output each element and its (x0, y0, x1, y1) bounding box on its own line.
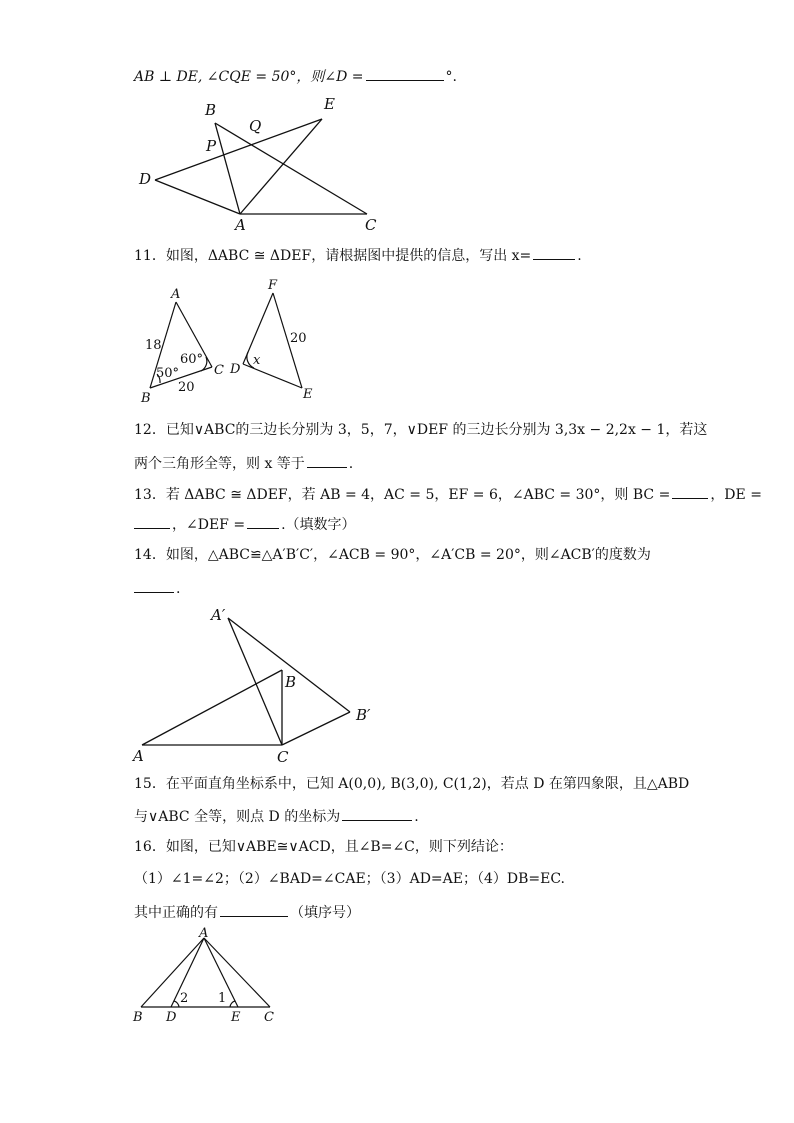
fig11-label-B: B (141, 391, 151, 406)
q16-text-line2: （1）∠1=∠2；（2）∠BAD=∠CAE；（3）AD=AE；（4）DB=EC. (134, 871, 566, 887)
q16-text-a: 其中正确的有 (134, 905, 218, 921)
fig11-label-E: E (303, 387, 313, 402)
q12-text-b: . (348, 456, 354, 472)
q15-text-line2 (134, 806, 419, 826)
q11-text-b: . (577, 248, 582, 264)
q10-text-b: °. (445, 69, 457, 85)
fig16-label-D: D (166, 1010, 177, 1025)
q11-answer-blank[interactable] (533, 245, 575, 260)
q14-answer-blank[interactable] (134, 578, 174, 593)
q13-de-blank[interactable] (134, 514, 170, 529)
fig10-line-BC (215, 123, 367, 214)
fig16-angle-1-arc (230, 1001, 235, 1007)
fig14-label-A-prime: A′ (211, 606, 226, 624)
fig14-line-A'C (228, 618, 282, 745)
q12-text-line1: 12．已知∨ABC的三边长分别为 3，5，7，∨DEF 的三边长分别为 3,3x − 2,2x − 1，若这 (134, 422, 708, 438)
fig16-label-B: B (133, 1010, 143, 1025)
q15-text-line1: 15．在平面直角坐标系中，已知 A(0,0), B(3,0), C(1,2)，若点 D 在第四象限，且△ABD (134, 776, 690, 792)
q16-text-line1: 16．如图，已知∨ABE≅∨ACD，且∠B=∠C，则下列结论： (134, 839, 513, 855)
fig11-label-F: F (268, 278, 278, 293)
q13-text-line2 (134, 514, 356, 534)
q12-answer-blank[interactable] (307, 453, 347, 468)
fig10-line-DE (155, 119, 322, 180)
fig10-label-B: B (205, 101, 217, 119)
fig11-line-DE (243, 364, 302, 388)
fig10-label-Q: Q (249, 117, 262, 135)
q15-text-b: . (414, 809, 419, 825)
q12-text-line2 (134, 453, 353, 473)
fig11-label-ab-length: 18 (145, 338, 162, 353)
fig16-label-A: A (199, 926, 209, 941)
fig11-label-angle-x: x (253, 353, 261, 368)
fig16-label-E: E (231, 1010, 241, 1025)
q12-text-a: 两个三角形全等，则 x 等于 (134, 456, 305, 472)
fig14-label-B: B (285, 673, 297, 691)
fig11-label-angle-c: 60° (180, 352, 204, 367)
fig10-label-P: P (206, 137, 217, 155)
fig16-label-angle-1: 1 (218, 991, 227, 1006)
q13-text-b: ，DE = (710, 487, 762, 503)
fig16-label-C: C (264, 1010, 274, 1025)
fig10-label-C: C (365, 216, 377, 234)
fig16-line-AB (141, 938, 204, 1007)
q13-text-a: 13．若 ΔABC ≅ ΔDEF，若 AB = 4，AC = 5，EF = 6，∠ABC = 30°，则 BC = (134, 487, 671, 503)
fig14-label-B-prime: B′ (356, 706, 371, 724)
q16-text-line3 (134, 902, 360, 922)
fig14-line-A'B' (228, 618, 350, 712)
fig11-label-A: A (171, 287, 181, 302)
figure-14 (142, 618, 350, 745)
q11-text-a: 11．如图，ΔABC ≅ ΔDEF，请根据图中提供的信息，写出 x= (134, 248, 532, 264)
fig14-label-C: C (277, 748, 289, 766)
q13-angle-blank[interactable] (247, 514, 279, 529)
q13-text-d: .（填数字） (281, 517, 356, 533)
fig11-label-df-length: 20 (290, 331, 307, 346)
fig10-label-A: A (235, 216, 246, 234)
q16-answer-blank[interactable] (220, 902, 288, 917)
q15-text-a: 与∨ABC 全等，则点 D 的坐标为 (134, 809, 341, 825)
fig16-line-AC (204, 938, 270, 1007)
figure-16 (141, 938, 270, 1007)
q14-text-end: . (176, 581, 181, 597)
fig14-line-CB' (282, 712, 350, 745)
q14-text-line1: 14．如图，△ABC≌△A′B′C′，∠ACB = 90°，∠A′CB = 20°，则∠ACB′的度数为 (134, 547, 651, 563)
fig11-label-angle-b: 50° (156, 366, 180, 381)
q16-text-b: （填序号） (290, 905, 360, 921)
fig10-label-D: D (139, 170, 152, 188)
fig10-line-BA (215, 123, 240, 214)
q15-answer-blank[interactable] (342, 806, 412, 821)
q11-text (134, 245, 582, 265)
q14-text-line2 (134, 578, 180, 598)
q10-text-a: AB ⊥ DE, ∠CQE = 50°，则∠D = (134, 69, 364, 85)
fig16-label-angle-2: 2 (180, 991, 189, 1006)
q13-text-c: ，∠DEF = (172, 517, 246, 533)
fig16-angle-2-arc (174, 1001, 179, 1007)
q13-text-line1 (134, 484, 762, 504)
q13-bc-blank[interactable] (672, 484, 708, 499)
fig14-line-AB (142, 670, 282, 745)
fig11-label-bc-length: 20 (178, 380, 195, 395)
fig10-line-DA (155, 180, 240, 214)
fig11-label-C: C (214, 363, 224, 378)
fig14-label-A: A (133, 747, 144, 765)
fig10-label-E: E (324, 95, 335, 113)
fig11-label-D: D (230, 362, 241, 377)
